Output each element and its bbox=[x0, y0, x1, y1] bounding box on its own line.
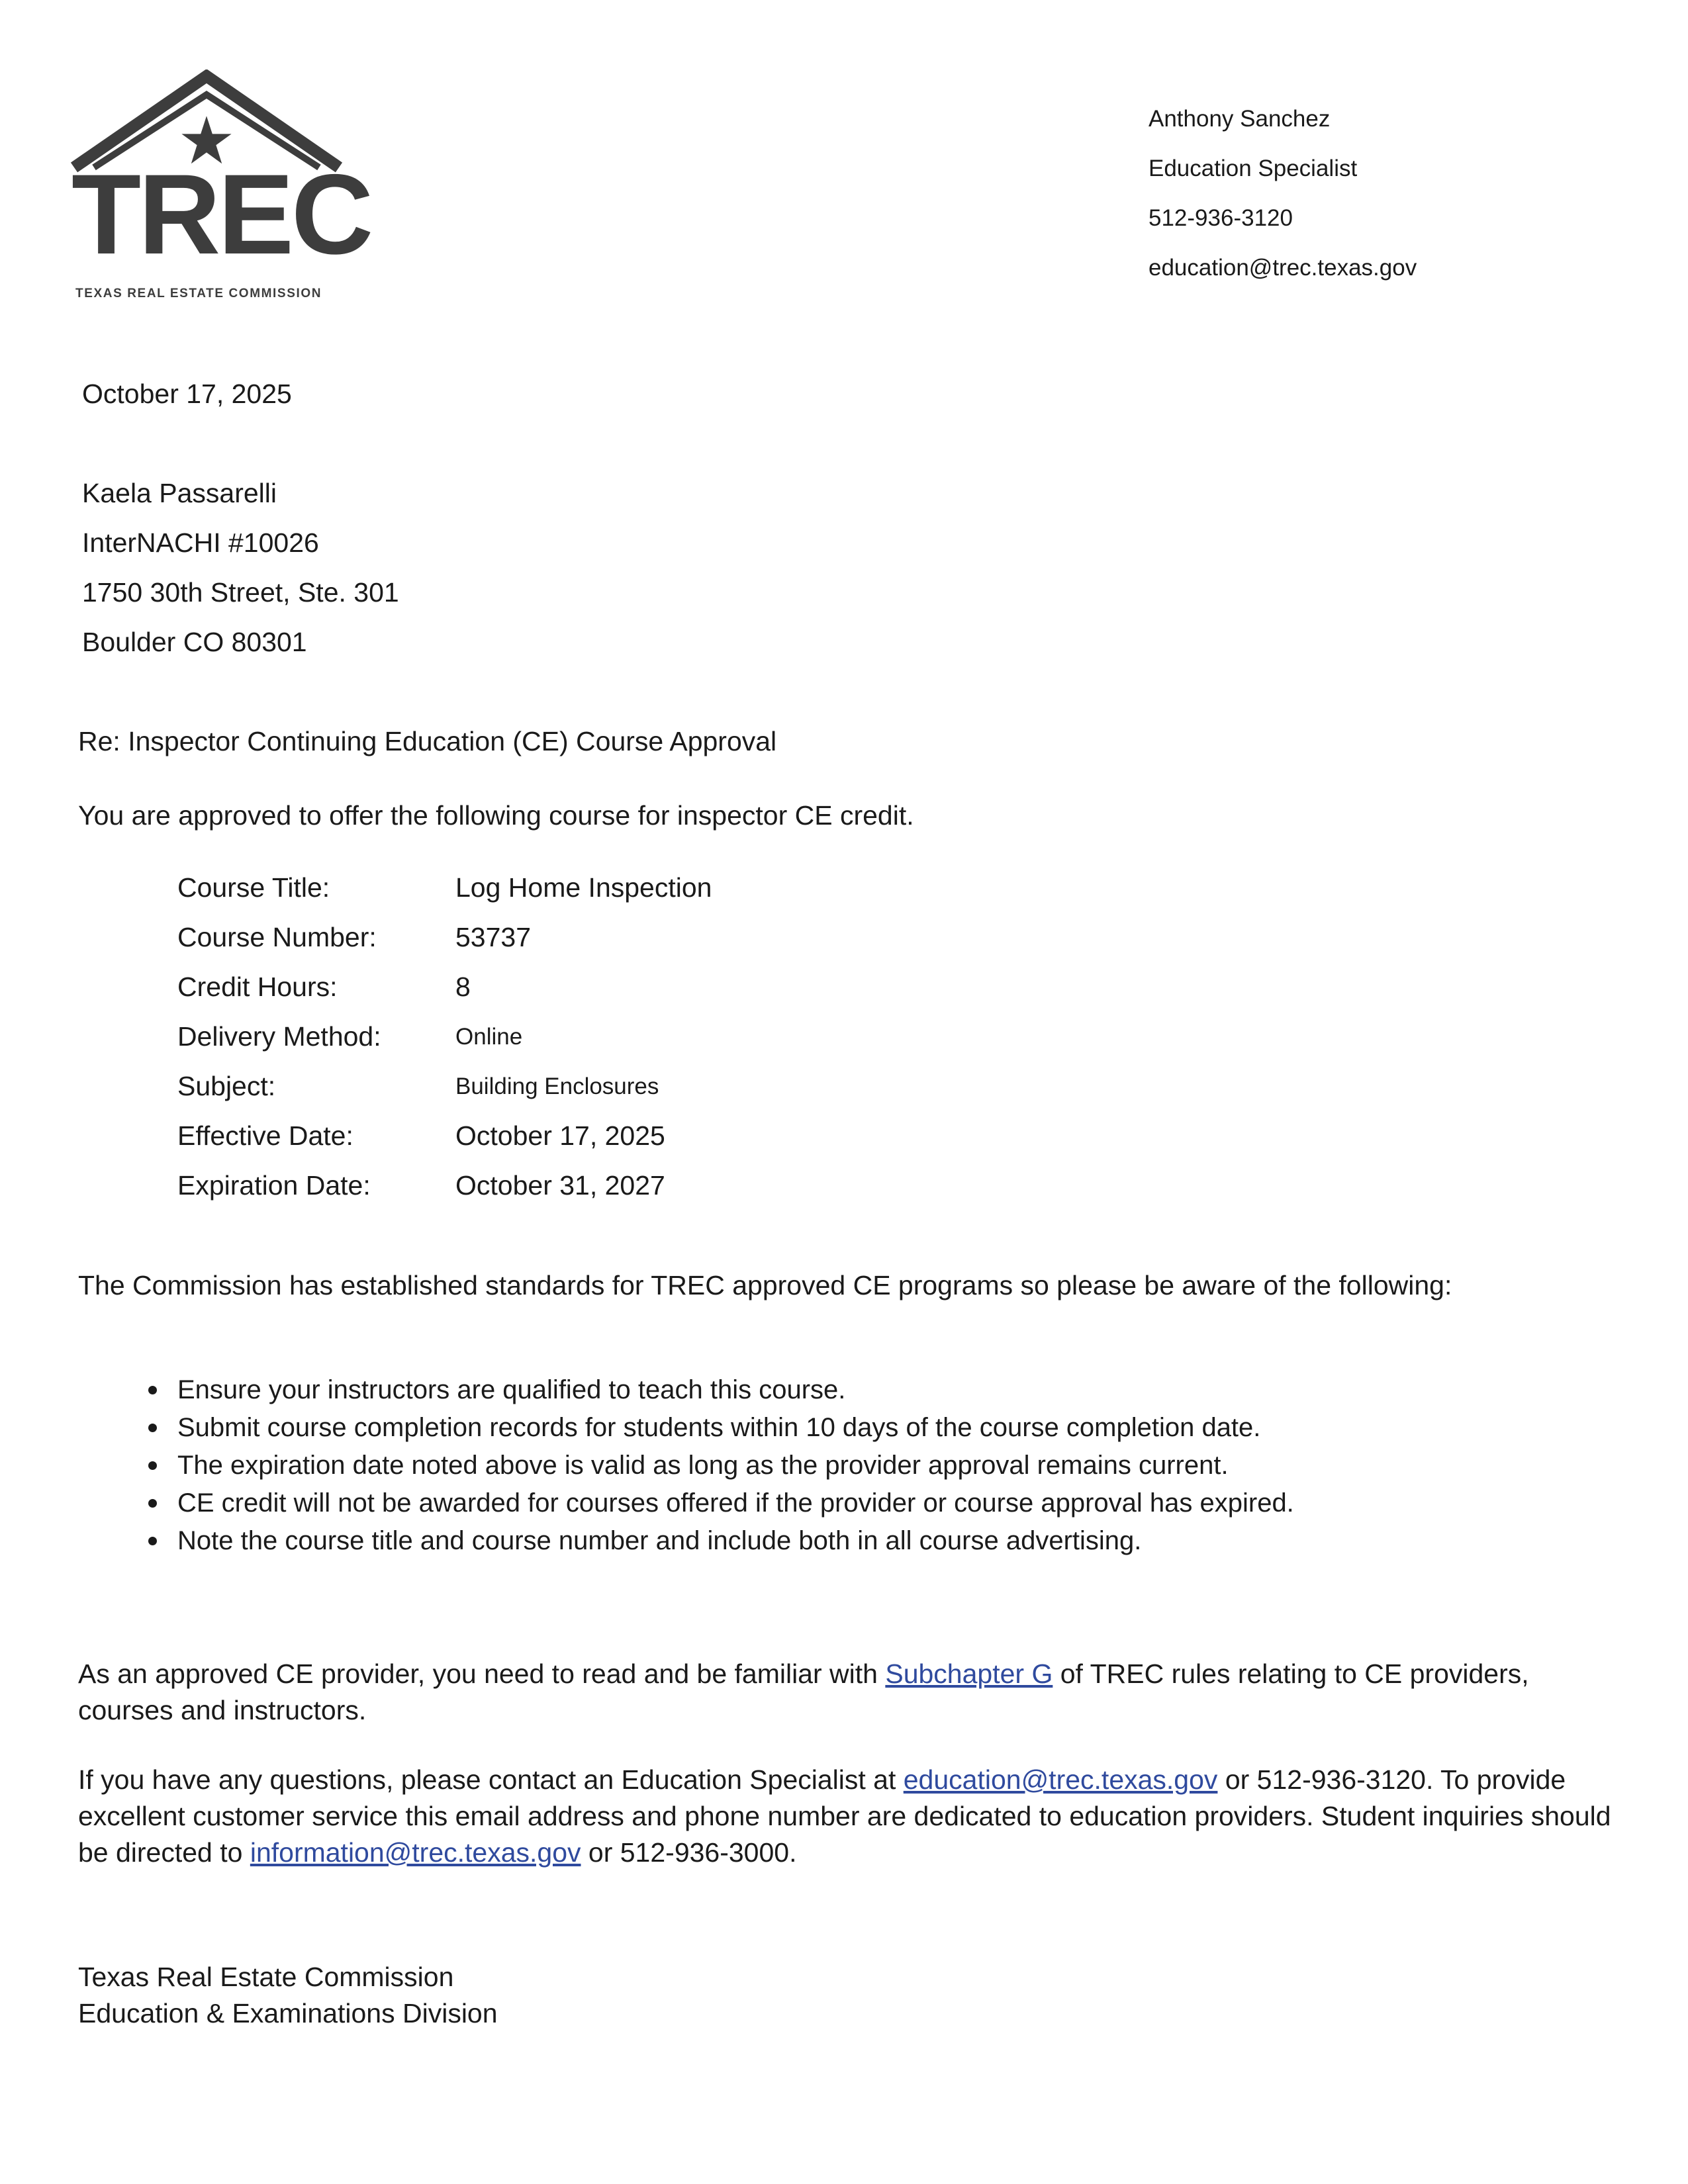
provider-paragraph: As an approved CE provider, you need to read and be familiar with Subchapter G of TREC rules relating to CE providers, courses and instructors. bbox=[78, 1659, 1529, 1725]
subchapter-g-link[interactable]: Subchapter G bbox=[885, 1659, 1053, 1689]
standards-intro: The Commission has established standards for TREC approved CE programs so please be aware of the following: bbox=[78, 1270, 1452, 1300]
intro-text: You are approved to offer the following course for inspector CE credit. bbox=[78, 800, 914, 831]
information-email-link[interactable]: information@trec.texas.gov bbox=[250, 1837, 581, 1868]
bullet-icon bbox=[148, 1461, 157, 1470]
recipient-org: InterNACHI #10026 bbox=[82, 527, 319, 558]
questions-paragraph: If you have any questions, please contact an Education Specialist at education@trec.texas.gov or 512-936-3120. To provide excellent customer service this email address and phone number are dedicated to education providers. Student inquiries should be directed to information@trec.texas.gov or 512-936-3000. bbox=[78, 1764, 1611, 1868]
recipient-name: Kaela Passarelli bbox=[82, 478, 277, 508]
credit-hours-label: Credit Hours: bbox=[177, 972, 338, 1002]
contact-phone: 512-936-3120 bbox=[1149, 205, 1293, 231]
list-item: Note the course title and course number and include both in all course advertising. bbox=[144, 1522, 1294, 1560]
signature-org: Texas Real Estate Commission bbox=[78, 1962, 454, 1992]
delivery-method-label: Delivery Method: bbox=[177, 1021, 381, 1052]
letter-date: October 17, 2025 bbox=[82, 379, 292, 409]
signature-division: Education & Examinations Division bbox=[78, 1998, 498, 2028]
course-title-value: Log Home Inspection bbox=[455, 872, 712, 903]
contact-email: education@trec.texas.gov bbox=[1149, 255, 1417, 281]
course-title-label: Course Title: bbox=[177, 872, 330, 903]
list-item: The expiration date noted above is valid as long as the provider approval remains current. bbox=[144, 1447, 1294, 1484]
subject-label: Subject: bbox=[177, 1071, 276, 1101]
delivery-method-value: Online bbox=[455, 1024, 523, 1050]
list-item: Ensure your instructors are qualified to teach this course. bbox=[144, 1371, 1294, 1409]
list-item: Submit course completion records for students within 10 days of the course completion date. bbox=[144, 1409, 1294, 1447]
effective-date-label: Effective Date: bbox=[177, 1120, 353, 1151]
subject-value: Building Enclosures bbox=[455, 1073, 659, 1099]
contact-name: Anthony Sanchez bbox=[1149, 106, 1331, 132]
bullet-icon bbox=[148, 1424, 157, 1432]
credit-hours-value: 8 bbox=[455, 972, 471, 1002]
expiration-date-value: October 31, 2027 bbox=[455, 1170, 665, 1201]
effective-date-value: October 17, 2025 bbox=[455, 1120, 665, 1151]
re-line: Re: Inspector Continuing Education (CE) Course Approval bbox=[78, 726, 777, 756]
logo-wordmark: TREC bbox=[71, 151, 371, 278]
bullet-icon bbox=[148, 1386, 157, 1394]
expiration-date-label: Expiration Date: bbox=[177, 1170, 371, 1201]
recipient-city: Boulder CO 80301 bbox=[82, 627, 307, 657]
standards-list bbox=[144, 1371, 1294, 1560]
education-email-link[interactable]: education@trec.texas.gov bbox=[903, 1764, 1218, 1795]
course-number-label: Course Number: bbox=[177, 922, 377, 952]
recipient-street: 1750 30th Street, Ste. 301 bbox=[82, 577, 399, 608]
course-number-value: 53737 bbox=[455, 922, 532, 952]
bullet-icon bbox=[148, 1537, 157, 1545]
contact-title: Education Specialist bbox=[1149, 156, 1358, 181]
list-item: CE credit will not be awarded for courses offered if the provider or course approval has expired. bbox=[144, 1484, 1294, 1522]
logo-tagline: TEXAS REAL ESTATE COMMISSION bbox=[75, 287, 322, 300]
bullet-icon bbox=[148, 1499, 157, 1508]
